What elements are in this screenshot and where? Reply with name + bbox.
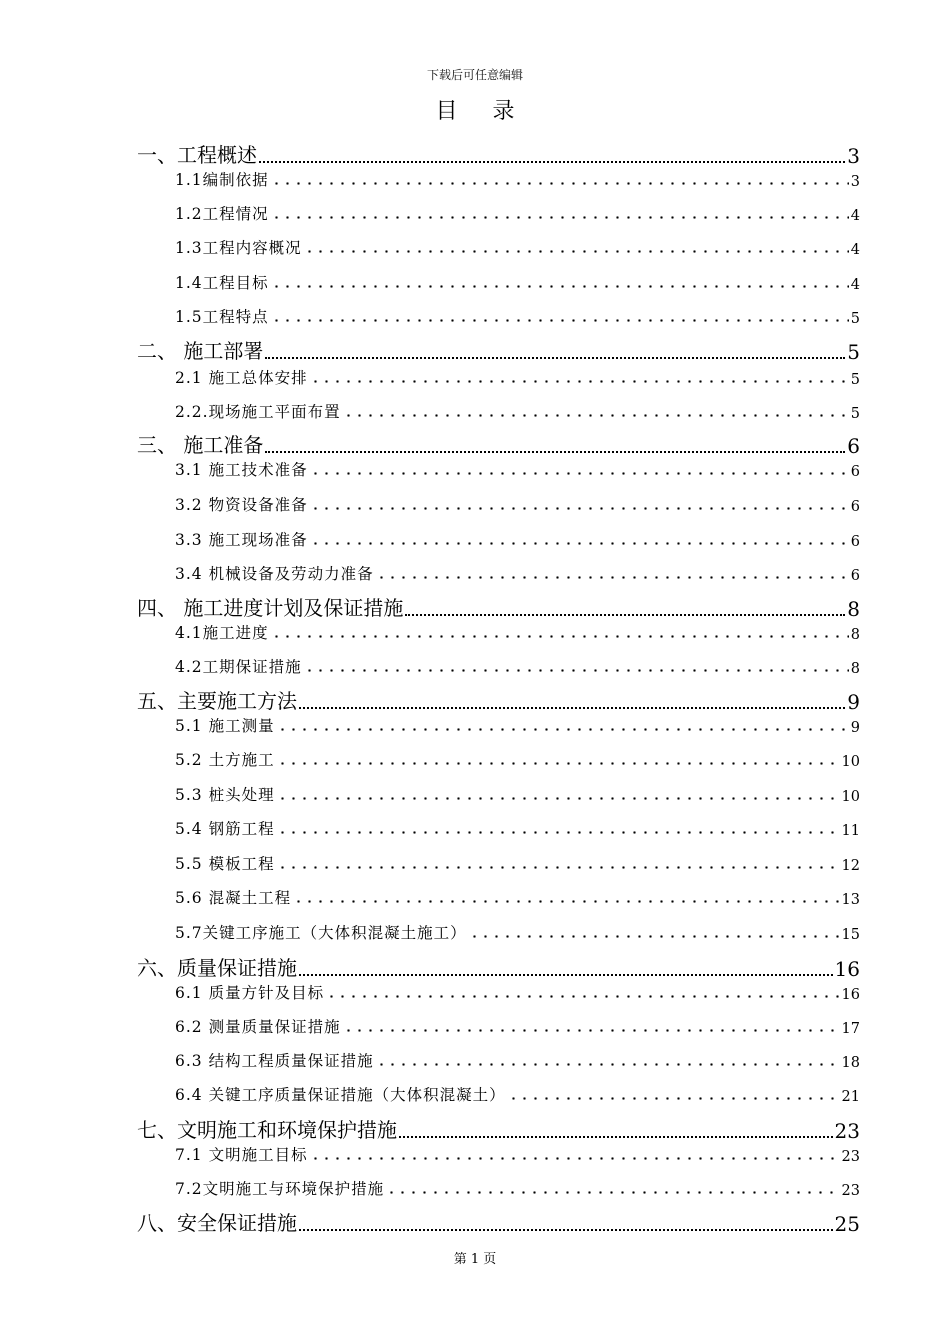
- toc-section-entry[interactable]: [175, 305, 860, 327]
- toc-section-entry[interactable]: [175, 271, 860, 293]
- toc-entry-page-number: 8: [850, 627, 860, 643]
- toc-dot-leader: [271, 319, 849, 322]
- toc-entry-page-number: 5: [850, 311, 860, 327]
- toc-dot-leader: [343, 414, 849, 417]
- toc-entry-label: 六、质量保证措施: [137, 956, 297, 980]
- toc-chapter-entry[interactable]: [137, 1117, 860, 1143]
- toc-entry-label: 6.2 测量质量保证措施: [175, 1018, 341, 1036]
- toc-entry-page-number: 23: [841, 1149, 860, 1165]
- page-footer: 第 1 页: [453, 1252, 497, 1267]
- toc-dot-leader: [299, 1223, 833, 1231]
- toc-entry-label: 五、主要施工方法: [137, 689, 297, 713]
- toc-dot-leader: [376, 1063, 840, 1066]
- toc-entry-label: 七、文明施工和环境保护措施: [137, 1118, 397, 1142]
- toc-entry-label: 1.4工程目标: [175, 274, 269, 292]
- toc-dot-leader: [304, 250, 849, 253]
- toc-entry-label: 5.2 土方施工: [175, 751, 275, 769]
- toc-entry-label: 3.4 机械设备及劳动力准备: [175, 565, 374, 583]
- toc-entry-label: 三、 施工准备: [137, 433, 264, 457]
- toc-entry-label: 一、工程概述: [137, 143, 257, 167]
- toc-section-entry[interactable]: [175, 748, 860, 770]
- toc-entry-page-number: 6: [850, 464, 860, 480]
- toc-chapter-entry[interactable]: [137, 338, 860, 364]
- toc-dot-leader: [299, 968, 833, 976]
- toc-entry-page-number: 9: [850, 720, 860, 736]
- toc-section-entry[interactable]: [175, 400, 860, 422]
- toc-dot-leader: [277, 728, 849, 731]
- toc-dot-leader: [405, 608, 845, 616]
- toc-section-entry[interactable]: [175, 202, 860, 224]
- toc-entry-label: 6.4 关键工序质量保证措施（大体积混凝土）: [175, 1086, 506, 1104]
- toc-dot-leader: [310, 542, 849, 545]
- toc-dot-leader: [271, 285, 849, 288]
- toc-section-entry[interactable]: [175, 1083, 860, 1105]
- toc-dot-leader: [271, 635, 849, 638]
- toc-dot-leader: [277, 762, 840, 765]
- toc-section-entry[interactable]: [175, 981, 860, 1003]
- toc-entry-label: 2.1 施工总体安排: [175, 369, 308, 387]
- toc-entry-page-number: 4: [850, 242, 860, 258]
- toc-entry-page-number: 9: [847, 690, 860, 714]
- toc-entry-page-number: 16: [834, 957, 860, 981]
- toc-section-entry[interactable]: [175, 366, 860, 388]
- toc-entry-page-number: 13: [841, 892, 860, 908]
- toc-entry-page-number: 25: [834, 1212, 860, 1236]
- toc-entry-label: 5.3 桩头处理: [175, 786, 275, 804]
- toc-entry-label: 5.7关键工序施工（大体积混凝土施工）: [175, 924, 467, 942]
- toc-entry-page-number: 10: [841, 754, 860, 770]
- toc-section-entry[interactable]: [175, 1143, 860, 1165]
- toc-dot-leader: [310, 380, 849, 383]
- toc-entry-label: 1.1编制依据: [175, 171, 269, 189]
- toc-entry-page-number: 4: [850, 208, 860, 224]
- toc-section-entry[interactable]: [175, 562, 860, 584]
- toc-section-entry[interactable]: [175, 236, 860, 258]
- toc-dot-leader: [299, 701, 845, 709]
- toc-entry-page-number: 17: [841, 1021, 860, 1037]
- toc-entry-page-number: 5: [850, 372, 860, 388]
- toc-entry-page-number: 10: [841, 789, 860, 805]
- toc-entry-label: 3.2 物资设备准备: [175, 496, 308, 514]
- toc-entry-label: 5.1 施工测量: [175, 717, 275, 735]
- toc-section-entry[interactable]: [175, 783, 860, 805]
- toc-entry-label: 1.3工程内容概况: [175, 239, 302, 257]
- toc-chapter-entry[interactable]: [137, 142, 860, 168]
- toc-entry-page-number: 12: [841, 858, 860, 874]
- toc-entry-label: 5.5 模板工程: [175, 855, 275, 873]
- toc-section-entry[interactable]: [175, 493, 860, 515]
- toc-entry-page-number: 4: [850, 277, 860, 293]
- toc-entry-page-number: 15: [841, 927, 860, 943]
- toc-entry-label: 7.1 文明施工目标: [175, 1146, 308, 1164]
- toc-entry-page-number: 5: [847, 340, 860, 364]
- toc-dot-leader: [271, 216, 849, 219]
- toc-section-entry[interactable]: [175, 655, 860, 677]
- toc-chapter-entry[interactable]: [137, 955, 860, 981]
- toc-entry-page-number: 5: [850, 406, 860, 422]
- toc-section-entry[interactable]: [175, 1177, 860, 1199]
- toc-entry-page-number: 18: [841, 1055, 860, 1071]
- toc-section-entry[interactable]: [175, 168, 860, 190]
- toc-entry-page-number: 6: [850, 568, 860, 584]
- toc-chapter-entry[interactable]: [137, 688, 860, 714]
- toc-entry-label: 6.3 结构工程质量保证措施: [175, 1052, 374, 1070]
- toc-entry-page-number: 6: [847, 434, 860, 458]
- toc-entry-label: 八、安全保证措施: [137, 1211, 297, 1235]
- toc-dot-leader: [277, 797, 840, 800]
- toc-chapter-entry[interactable]: [137, 432, 860, 458]
- toc-entry-label: 3.1 施工技术准备: [175, 461, 308, 479]
- toc-entry-page-number: 16: [841, 987, 860, 1003]
- toc-section-entry[interactable]: [175, 817, 860, 839]
- toc-entry-page-number: 8: [850, 661, 860, 677]
- toc-dot-leader: [277, 866, 840, 869]
- toc-title: 目 录: [435, 99, 529, 124]
- toc-entry-label: 6.1 质量方针及目标: [175, 984, 325, 1002]
- toc-dot-leader: [386, 1191, 839, 1194]
- toc-dot-leader: [343, 1029, 840, 1032]
- toc-section-entry[interactable]: [175, 714, 860, 736]
- toc-dot-leader: [265, 445, 845, 453]
- toc-section-entry[interactable]: [175, 458, 860, 480]
- toc-entry-label: 5.6 混凝土工程: [175, 889, 292, 907]
- toc-section-entry[interactable]: [175, 1015, 860, 1037]
- toc-section-entry[interactable]: [175, 886, 860, 908]
- toc-entry-page-number: 6: [850, 534, 860, 550]
- toc-dot-leader: [326, 995, 839, 998]
- toc-entry-label: 二、 施工部署: [137, 339, 264, 363]
- toc-entry-label: 4.2工期保证措施: [175, 658, 302, 676]
- toc-entry-page-number: 23: [841, 1183, 860, 1199]
- toc-entry-label: 四、 施工进度计划及保证措施: [137, 596, 404, 620]
- toc-entry-page-number: 3: [850, 174, 860, 190]
- toc-entry-label: 3.3 施工现场准备: [175, 531, 308, 549]
- toc-section-entry[interactable]: [175, 1049, 860, 1071]
- toc-dot-leader: [310, 472, 849, 475]
- toc-entry-label: 5.4 钢筋工程: [175, 820, 275, 838]
- toc-entry-label: 1.5工程特点: [175, 308, 269, 326]
- toc-dot-leader: [271, 182, 849, 185]
- toc-dot-leader: [508, 1097, 840, 1100]
- toc-section-entry[interactable]: [175, 621, 860, 643]
- toc-dot-leader: [259, 155, 845, 163]
- toc-entry-label: 4.1施工进度: [175, 624, 269, 642]
- header-note: 下载后可任意编辑: [426, 68, 523, 82]
- toc-section-entry[interactable]: [175, 528, 860, 550]
- toc-entry-page-number: 6: [850, 499, 860, 515]
- toc-dot-leader: [293, 900, 839, 903]
- toc-chapter-entry[interactable]: [137, 1210, 860, 1236]
- toc-dot-leader: [310, 507, 849, 510]
- toc-entry-page-number: 11: [841, 823, 860, 839]
- toc-entry-label: 2.2.现场施工平面布置: [175, 403, 341, 421]
- toc-dot-leader: [265, 351, 845, 359]
- toc-dot-leader: [399, 1130, 833, 1138]
- toc-dot-leader: [304, 669, 849, 672]
- toc-dot-leader: [310, 1157, 840, 1160]
- toc-dot-leader: [376, 576, 849, 579]
- toc-entry-page-number: 21: [841, 1089, 860, 1105]
- toc-dot-leader: [277, 831, 840, 834]
- toc-entry-label: 1.2工程情况: [175, 205, 269, 223]
- toc-section-entry[interactable]: [175, 852, 860, 874]
- toc-entry-label: 7.2文明施工与环境保护措施: [175, 1180, 385, 1198]
- toc-entry-page-number: 3: [847, 144, 860, 168]
- toc-dot-leader: [469, 935, 840, 938]
- toc-section-entry[interactable]: [175, 921, 860, 943]
- toc-entry-page-number: 8: [847, 597, 860, 621]
- toc-entry-page-number: 23: [834, 1119, 860, 1143]
- toc-chapter-entry[interactable]: [137, 595, 860, 621]
